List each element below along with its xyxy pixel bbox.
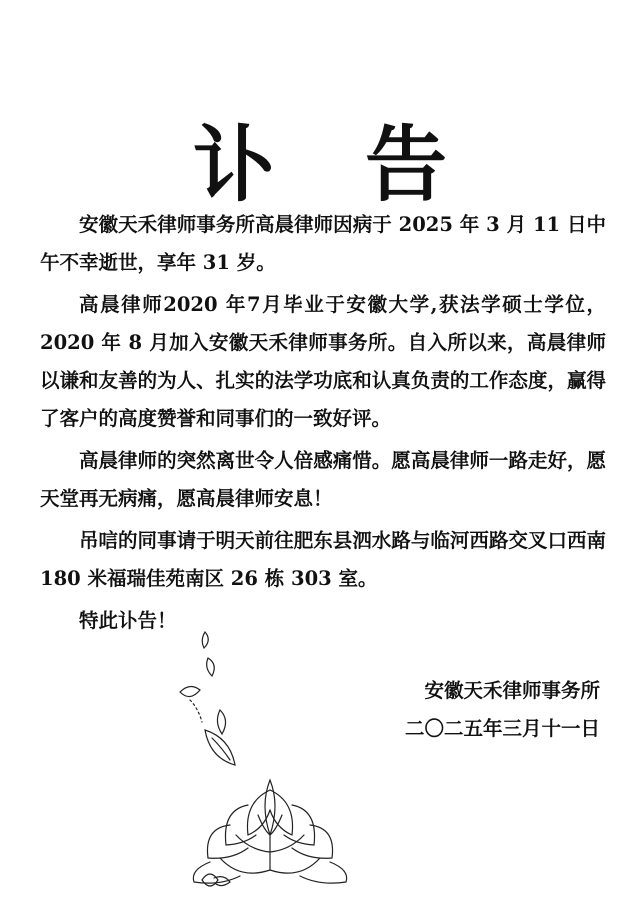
- notice-body: [40, 206, 606, 644]
- paragraph-closing: 特此讣告！: [79, 609, 177, 632]
- artist-signature-mark: [202, 874, 230, 886]
- paragraph-biography: 高晨律师2020 年7月毕业于安徽大学,获法学硕士学位，2020 年 8 月加入安徽天禾律师事务所。自入所以来，高晨律师以谦和友善的为人、扎实的法学功底和认真负责的工作态度，赢得了客户的高度赞誉和同事们的一致好评。: [40, 293, 606, 430]
- title-char-2: 告: [365, 117, 448, 213]
- signature-block: [405, 672, 600, 748]
- signature-org: 安徽天禾律师事务所: [424, 679, 600, 702]
- lotus-flower-icon: [193, 780, 346, 883]
- lotus-illustration: [160, 630, 380, 900]
- paragraph-memorial-location: 吊唁的同事请于明天前往肥东县泗水路与临河西路交叉口西南 180 米福瑞佳苑南区 26 栋 303 室。: [40, 529, 606, 590]
- notice-title: [0, 100, 640, 217]
- falling-petal-icon: [180, 632, 235, 765]
- signature-date: 二〇二五年三月十一日: [404, 717, 600, 740]
- paragraph-condolence: 高晨律师的突然离世令人倍感痛惜。愿高晨律师一路走好，愿天堂再无病痛，愿高晨律师安息！: [40, 449, 606, 510]
- title-char-1: 讣: [192, 117, 275, 213]
- paragraph-death: 安徽天禾律师事务所高晨律师因病于 2025 年 3 月 11 日中午不幸逝世，享年 31 岁。: [40, 213, 606, 274]
